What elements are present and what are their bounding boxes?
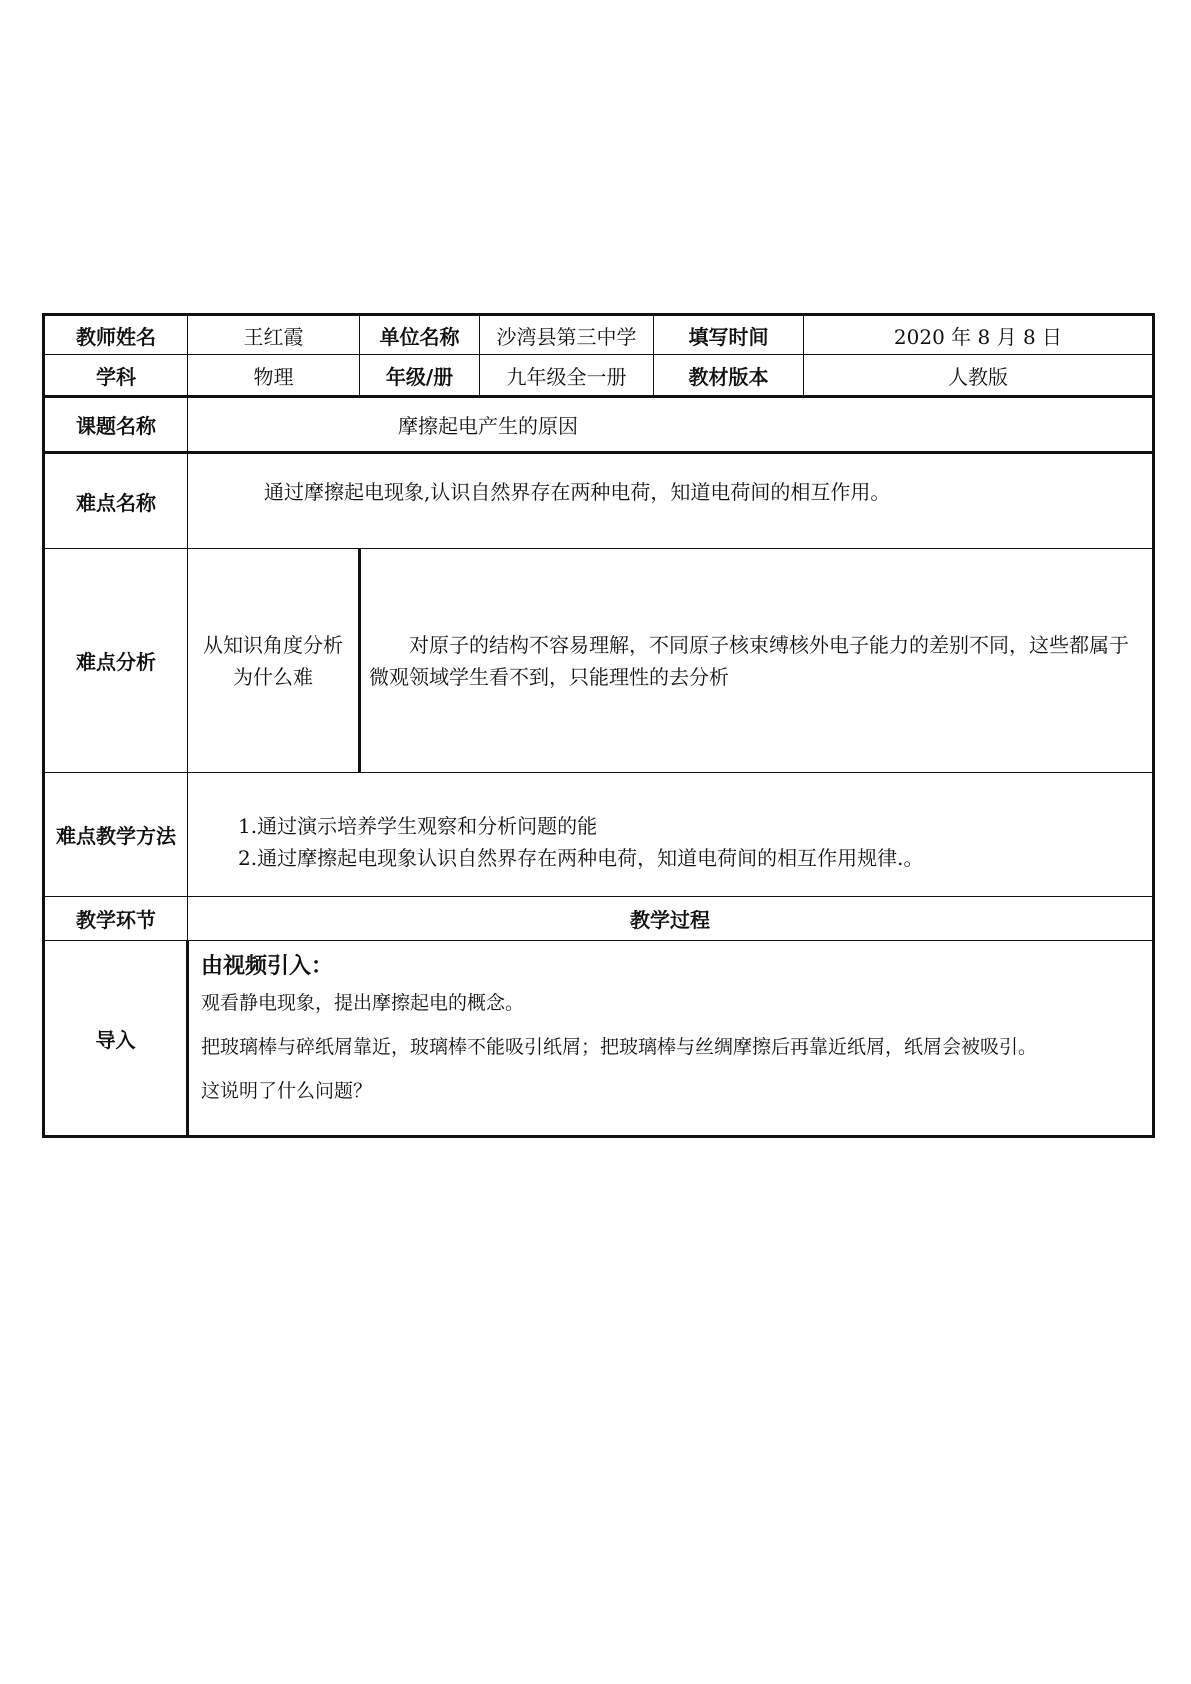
topic-value: 摩擦起电产生的原因	[188, 397, 1154, 453]
intro-heading: 由视频引入：	[201, 954, 334, 979]
analysis-row	[44, 549, 1154, 773]
unit-label: 单位名称	[360, 315, 480, 355]
analysis-value: 对原子的结构不容易理解，不同原子核束缚核外电子能力的差别不同，这些都属于微观领域学生看不到，只能理性的去分析	[360, 549, 1154, 773]
unit-value: 沙湾县第三中学	[480, 315, 654, 355]
analysis-sub-label: 从知识角度分析为什么难	[188, 549, 360, 773]
method-label: 难点教学方法	[44, 773, 188, 897]
process-label: 教学过程	[188, 897, 1154, 941]
fill-time-label: 填写时间	[654, 315, 804, 355]
stage-label: 教学环节	[44, 897, 188, 941]
method-list	[188, 773, 1154, 897]
intro-line-2: 把玻璃棒与碎纸屑靠近，玻璃棒不能吸引纸屑；把玻璃棒与丝绸摩擦后再靠近纸屑，纸屑会被吸引。	[201, 1036, 1038, 1058]
intro-row	[44, 941, 1154, 1137]
topic-label: 课题名称	[44, 397, 188, 453]
intro-content	[188, 941, 1154, 1137]
method-item-2: 2.通过摩擦起电现象认识自然界存在两种电荷，知道电荷间的相互作用规律.。	[238, 846, 924, 870]
difficulty-value: 通过摩擦起电现象,认识自然界存在两种电荷，知道电荷间的相互作用。	[188, 453, 1154, 549]
intro-line-3: 这说明了什么问题？	[201, 1080, 373, 1102]
subject-value: 物理	[188, 355, 360, 397]
analysis-label: 难点分析	[44, 549, 188, 773]
topic-row	[44, 397, 1154, 453]
subject-label: 学科	[44, 355, 188, 397]
grade-label: 年级/册	[360, 355, 480, 397]
header-row-2	[44, 355, 1154, 397]
header-row-1	[44, 315, 1154, 355]
teacher-value: 王红霞	[188, 315, 360, 355]
lesson-plan-sheet	[42, 313, 1152, 1138]
method-row	[44, 773, 1154, 897]
difficulty-label: 难点名称	[44, 453, 188, 549]
intro-line-1: 观看静电现象，提出摩擦起电的概念。	[201, 992, 525, 1014]
method-item-1: 1.通过演示培养学生观察和分析问题的能	[238, 814, 598, 838]
process-header-row	[44, 897, 1154, 941]
teacher-label: 教师姓名	[44, 315, 188, 355]
difficulty-row	[44, 453, 1154, 549]
edition-label: 教材版本	[654, 355, 804, 397]
intro-label: 导入	[44, 941, 188, 1137]
lesson-plan-table	[42, 313, 1155, 1138]
fill-time-value: 2020 年 8 月 8 日	[804, 315, 1154, 355]
edition-value: 人教版	[804, 355, 1154, 397]
grade-value: 九年级全一册	[480, 355, 654, 397]
